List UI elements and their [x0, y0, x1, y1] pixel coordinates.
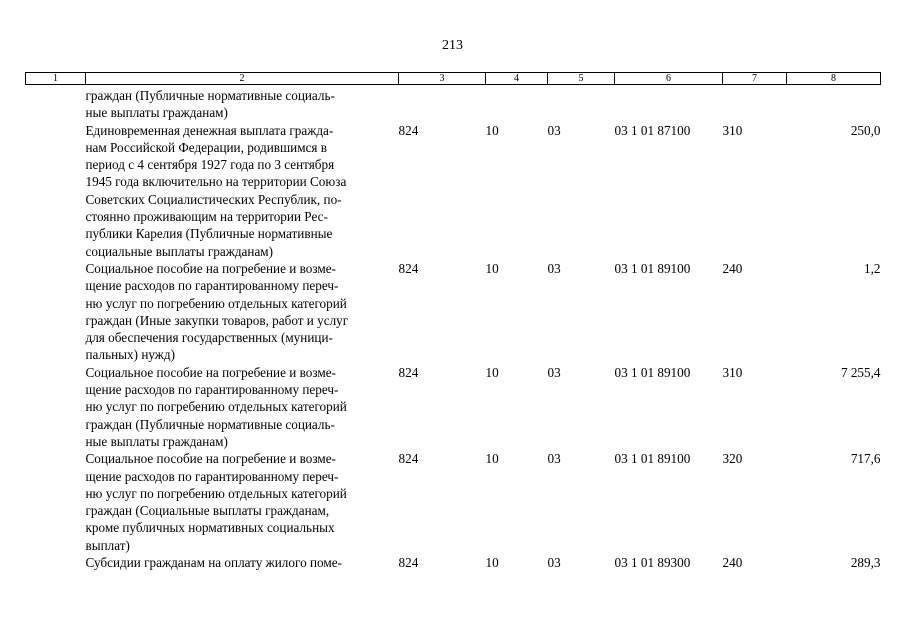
- amount: [787, 87, 881, 122]
- amount: 250,0: [850, 122, 881, 138]
- expense-type-code: 240: [722, 260, 743, 276]
- description-line: Социальное пособие на погребение и возме-: [85, 451, 336, 467]
- description-line: Социальное пособие на погребение и возме-: [85, 364, 336, 380]
- page-number: 213: [442, 38, 463, 53]
- expense-type-code: 310: [722, 364, 743, 380]
- ministry-code: 824: [398, 451, 419, 467]
- item-description: [86, 554, 399, 571]
- item-description: [86, 364, 399, 450]
- description-line: пальных) нужд): [85, 347, 176, 363]
- table-row: [26, 260, 881, 364]
- row-number-cell: [26, 260, 86, 364]
- target-article-code: 03 1 01 89100: [614, 451, 691, 467]
- budget-table: [25, 72, 881, 571]
- row-number-cell: [26, 87, 86, 122]
- item-description: [86, 260, 399, 364]
- row-number-cell: [26, 122, 86, 260]
- description-line: ные выплаты гражданам): [85, 105, 228, 121]
- section-code: 10: [485, 122, 499, 138]
- table-body: [26, 85, 881, 572]
- section-code: [486, 87, 548, 122]
- table-row: [26, 122, 881, 260]
- description-line: социальные выплаты гражданам): [85, 243, 274, 259]
- column-header: 2: [86, 73, 399, 85]
- description-line: публики Карелия (Публичные нормативные: [85, 226, 333, 242]
- ministry-code: [399, 87, 486, 122]
- description-line: нам Российской Федерации, родившимся в: [85, 139, 328, 155]
- column-header: 7: [723, 73, 787, 85]
- description-line: граждан (Иные закупки товаров, работ и услуг: [85, 312, 349, 328]
- section-code: 10: [485, 451, 499, 467]
- expense-type-code: 320: [722, 451, 743, 467]
- description-line: ню услуг по погребению отдельных категорий: [85, 295, 347, 311]
- ministry-code: 824: [398, 364, 419, 380]
- description-line: 1945 года включительно на территории Союза: [85, 174, 347, 190]
- expense-type-code: 310: [722, 122, 743, 138]
- section-code: 10: [485, 364, 499, 380]
- description-line: граждан (Публичные нормативные социаль-: [85, 416, 335, 432]
- description-line: выплат): [85, 537, 130, 553]
- subsection-code: 03: [547, 364, 561, 380]
- description-line: ные выплаты гражданам): [85, 433, 228, 449]
- table-row: [26, 450, 881, 554]
- column-header: 4: [486, 73, 548, 85]
- column-number-header: [26, 73, 881, 85]
- description-line: Субсидии гражданам на оплату жилого поме-: [85, 555, 342, 571]
- ministry-code: 824: [398, 122, 419, 138]
- description-line: щение расходов по гарантированному переч-: [85, 468, 339, 484]
- subsection-code: 03: [547, 122, 561, 138]
- description-line: стоянно проживающим на территории Рес-: [85, 209, 328, 225]
- column-header: 8: [787, 73, 881, 85]
- description-line: для обеспечения государственных (муници-: [85, 330, 333, 346]
- description-line: граждан (Социальные выплаты гражданам,: [85, 503, 330, 519]
- expense-type-code: [723, 87, 787, 122]
- table-row: [26, 364, 881, 450]
- description-line: кроме публичных нормативных социальных: [85, 520, 335, 536]
- description-line: щение расходов по гарантированному переч-: [85, 278, 339, 294]
- item-description: [86, 450, 399, 554]
- target-article-code: 03 1 01 87100: [614, 122, 691, 138]
- expense-type-code: 240: [722, 555, 743, 571]
- table-row: [26, 554, 881, 571]
- item-description: [86, 122, 399, 260]
- description-line: Единовременная денежная выплата гражда-: [85, 122, 334, 138]
- amount: 289,3: [850, 555, 881, 571]
- column-header: 1: [26, 73, 86, 85]
- description-line: щение расходов по гарантированному переч-: [85, 382, 339, 398]
- target-article-code: 03 1 01 89100: [614, 260, 691, 276]
- ministry-code: 824: [398, 260, 419, 276]
- amount: 1,2: [864, 260, 881, 276]
- description-line: ню услуг по погребению отдельных категорий: [85, 485, 347, 501]
- subsection-code: 03: [547, 260, 561, 276]
- target-article-code: [615, 87, 723, 122]
- section-code: 10: [485, 260, 499, 276]
- subsection-code: 03: [547, 451, 561, 467]
- ministry-code: 824: [398, 555, 419, 571]
- description-line: период с 4 сентября 1927 года по 3 сентября: [85, 157, 335, 173]
- amount: 7 255,4: [840, 364, 881, 380]
- description-line: Советских Социалистических Республик, по-: [85, 191, 342, 207]
- table-row: [26, 87, 881, 122]
- amount: 717,6: [850, 451, 881, 467]
- column-header: 6: [615, 73, 723, 85]
- column-header: 5: [548, 73, 615, 85]
- subsection-code: [548, 87, 615, 122]
- target-article-code: 03 1 01 89300: [614, 555, 691, 571]
- description-line: граждан (Публичные нормативные социаль-: [85, 88, 335, 103]
- description-line: ню услуг по погребению отдельных категорий: [85, 399, 347, 415]
- subsection-code: 03: [547, 555, 561, 571]
- description-line: Социальное пособие на погребение и возме-: [85, 260, 336, 276]
- item-description: [86, 87, 399, 122]
- row-number-cell: [26, 450, 86, 554]
- column-header: 3: [399, 73, 486, 85]
- row-number-cell: [26, 364, 86, 450]
- section-code: 10: [485, 555, 499, 571]
- target-article-code: 03 1 01 89100: [614, 364, 691, 380]
- row-number-cell: [26, 554, 86, 571]
